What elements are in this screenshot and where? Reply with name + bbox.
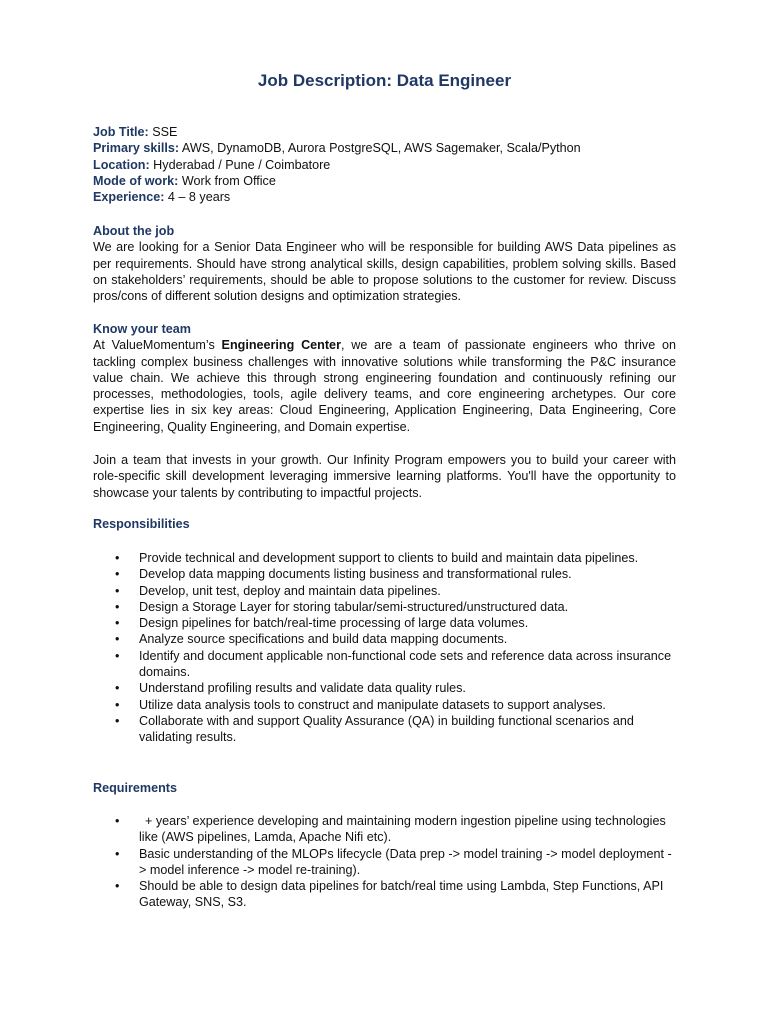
list-item	[93, 680, 676, 696]
list-item	[93, 713, 676, 746]
list-item-text: Utilize data analysis tools to construct and manipulate datasets to support analyses.	[139, 697, 606, 712]
about-section	[93, 223, 676, 304]
bullet-dot: •	[115, 697, 120, 712]
experience-line	[93, 189, 676, 205]
list-item	[93, 615, 676, 631]
team-text-intro: At ValueMomentum’s	[93, 338, 222, 353]
bullet-dot: •	[115, 713, 120, 728]
bullet-dot: •	[115, 551, 120, 565]
list-item	[93, 878, 676, 911]
location-line	[93, 157, 676, 173]
requirements-list	[93, 813, 676, 911]
mode-of-work-value: Work from Office	[178, 173, 276, 188]
engineering-center-name: Engineering Center	[221, 338, 341, 353]
primary-skills-value: AWS, DynamoDB, Aurora PostgreSQL, AWS Sagemaker, Scala/Python	[179, 141, 581, 156]
responsibilities-section	[93, 516, 676, 532]
list-item	[93, 697, 676, 713]
list-item	[93, 599, 676, 615]
about-text: We are looking for a Senior Data Engineer who will be responsible for building AWS Data pipelines as per requirements. Should have strong analytical skills, design capabilities, problem solving skills. Based on stakeholders’ requirements, should be able to propose solutions to the customer for review. Discuss pros/cons of different solution designs and optimization strategies.	[93, 240, 676, 304]
responsibilities-heading: Responsibilities	[93, 517, 190, 531]
bullet-dot: •	[115, 846, 120, 861]
list-item-text: Develop, unit test, deploy and maintain data pipelines.	[139, 583, 441, 598]
mode-of-work-label: Mode of work:	[93, 173, 179, 188]
bullet-dot: •	[115, 814, 120, 828]
bullet-dot: •	[115, 567, 120, 582]
growth-section	[93, 452, 676, 501]
responsibilities-list	[93, 550, 676, 746]
location-value: Hyderabad / Pune / Coimbatore	[149, 157, 331, 172]
experience-label: Experience:	[93, 190, 165, 205]
list-item	[93, 566, 676, 582]
location-label: Location:	[93, 157, 150, 172]
list-item-text: Design a Storage Layer for storing tabular/semi-structured/unstructured data.	[139, 599, 569, 614]
job-meta	[93, 124, 676, 205]
team-heading: Know your team	[93, 322, 191, 336]
list-item-text: Identify and document applicable non-functional code sets and reference data across insurance domains.	[139, 648, 672, 680]
list-item	[93, 583, 676, 599]
team-text	[93, 337, 676, 435]
team-text-body: , we are a team of passionate engineers who thrive on tackling complex business challenges with innovative solutions while transforming the P&C insurance value chain. We achieve this through strong engineering foundation and continuously refining our processes, methodologies, tools, agile delivery teams, and core engineering archetypes. Our core expertise lies in six key areas: Cloud Engineering, Application Engineering, Data Engineering, Core Engineering, Quality Engineering, and Domain expertise.	[93, 338, 676, 434]
list-item	[93, 631, 676, 647]
experience-value: 4 – 8 years	[164, 190, 231, 205]
primary-skills-label: Primary skills:	[93, 141, 180, 156]
bullet-dot: •	[115, 648, 120, 663]
list-item-text: Provide technical and development support to clients to build and maintain data pipelines.	[139, 551, 639, 565]
team-section	[93, 321, 676, 435]
bullet-dot: •	[115, 616, 120, 631]
list-item	[93, 550, 676, 566]
job-title-value: SSE	[148, 125, 178, 139]
bullet-dot: •	[115, 632, 120, 647]
primary-skills-line	[93, 140, 676, 156]
requirements-list-wrap	[93, 813, 676, 911]
list-item-text: Collaborate with and support Quality Assurance (QA) in building functional scenarios and validating results.	[139, 713, 634, 745]
list-item-text: Design pipelines for batch/real-time processing of large data volumes.	[139, 616, 529, 631]
list-item-text: Basic understanding of the MLOPs lifecycle (Data prep -> model training -> model deployment -> model inference -> model re-training).	[139, 846, 672, 877]
requirements-section	[93, 780, 676, 796]
list-item	[93, 648, 676, 681]
bullet-dot: •	[115, 681, 120, 696]
list-item	[93, 813, 676, 846]
list-item	[93, 846, 676, 879]
list-item-text: Should be able to design data pipelines for batch/real time using Lambda, Step Functions, API Gateway, SNS, S3.	[139, 879, 664, 910]
bullet-dot: •	[115, 599, 120, 614]
mode-of-work-line	[93, 173, 676, 189]
list-item-text: Analyze source specifications and build data mapping documents.	[139, 632, 508, 647]
bullet-dot: •	[115, 879, 120, 894]
list-item-text: Develop data mapping documents listing business and transformational rules.	[139, 567, 572, 582]
page-title: Job Description: Data Engineer	[257, 71, 512, 90]
growth-text: Join a team that invests in your growth. Our Infinity Program empowers you to build your career with role-specific skill development leveraging immersive learning platforms. You'll have the opportunity to showcase your talents by contributing to impactful projects.	[93, 453, 676, 500]
about-heading: About the job	[93, 224, 175, 238]
responsibilities-list-wrap	[93, 550, 676, 746]
list-item-text: + years’ experience developing and maintaining modern ingestion pipeline using technologies like (AWS pipelines, Lamda, Apache Nifi etc).	[139, 814, 666, 845]
job-title-line	[93, 124, 676, 140]
job-title-label: Job Title:	[93, 125, 149, 139]
requirements-heading: Requirements	[93, 781, 177, 795]
list-item-text: Understand profiling results and validate data quality rules.	[139, 681, 466, 696]
bullet-dot: •	[115, 583, 120, 598]
